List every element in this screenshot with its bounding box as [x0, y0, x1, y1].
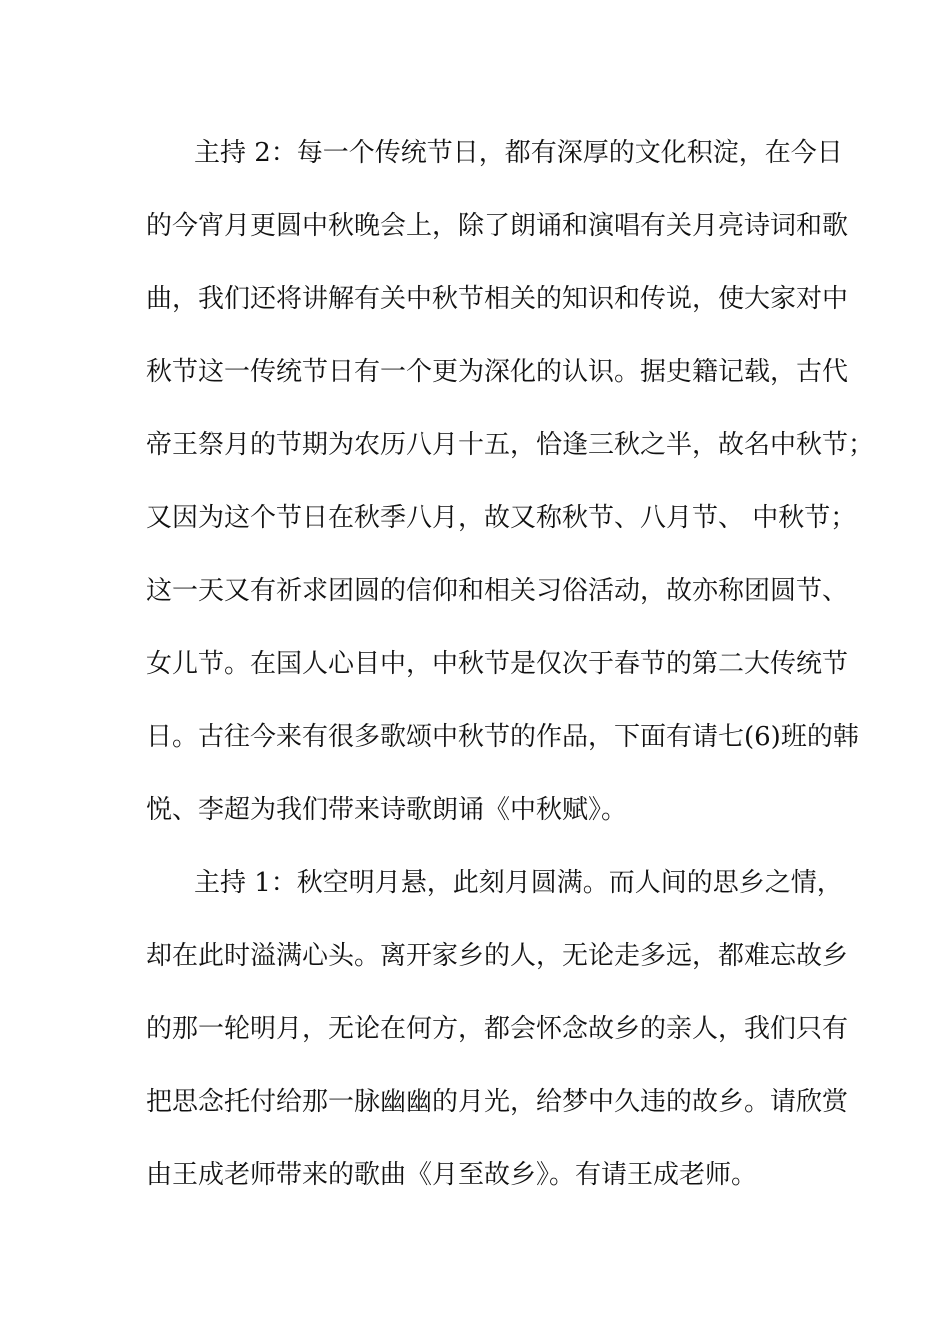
- paragraph-1-line-8: 女儿节。在国人心目中，中秋节是仅次于春节的第二大传统节: [146, 649, 849, 679]
- paragraph-2-line-4: 把思念托付给那一脉幽幽的月光，给梦中久违的故乡。请欣赏: [146, 1087, 849, 1117]
- paragraph-2-line-5: 由王成老师带来的歌曲《月至故乡》。有请王成老师。: [146, 1160, 758, 1190]
- paragraph-1-line-3: 曲，我们还将讲解有关中秋节相关的知识和传说，使大家对中: [146, 284, 849, 314]
- paragraph-1-line-6: 又因为这个节日在秋季八月，故又称秋节、八月节、 中秋节；: [146, 503, 857, 533]
- paragraph-1-line-10: 悦、李超为我们带来诗歌朗诵《中秋赋》。: [146, 795, 628, 825]
- paragraph-2-line-1: 主持 1：秋空明月悬，此刻月圆满。而人间的思乡之情，: [194, 868, 843, 898]
- paragraph-1-line-7: 这一天又有祈求团圆的信仰和相关习俗活动，故亦称团圆节、: [146, 576, 849, 606]
- paragraph-1-line-1: 主持 2：每一个传统节日，都有深厚的文化积淀，在今日: [194, 138, 843, 168]
- paragraph-1-line-4: 秋节这一传统节日有一个更为深化的认识。据史籍记载，古代: [146, 357, 849, 387]
- paragraph-1-line-5: 帝王祭月的节期为农历八月十五，恰逢三秋之半，故名中秋节；: [146, 430, 875, 460]
- paragraph-1-line-9: 日。古往今来有很多歌颂中秋节的作品，下面有请七(6)班的韩: [146, 722, 859, 752]
- paragraph-2-line-2: 却在此时溢满心头。离开家乡的人，无论走多远，都难忘故乡: [146, 941, 849, 971]
- paragraph-2-line-3: 的那一轮明月，无论在何方，都会怀念故乡的亲人，我们只有: [146, 1014, 849, 1044]
- paragraph-1-line-2: 的今宵月更圆中秋晚会上，除了朗诵和演唱有关月亮诗词和歌: [146, 211, 849, 241]
